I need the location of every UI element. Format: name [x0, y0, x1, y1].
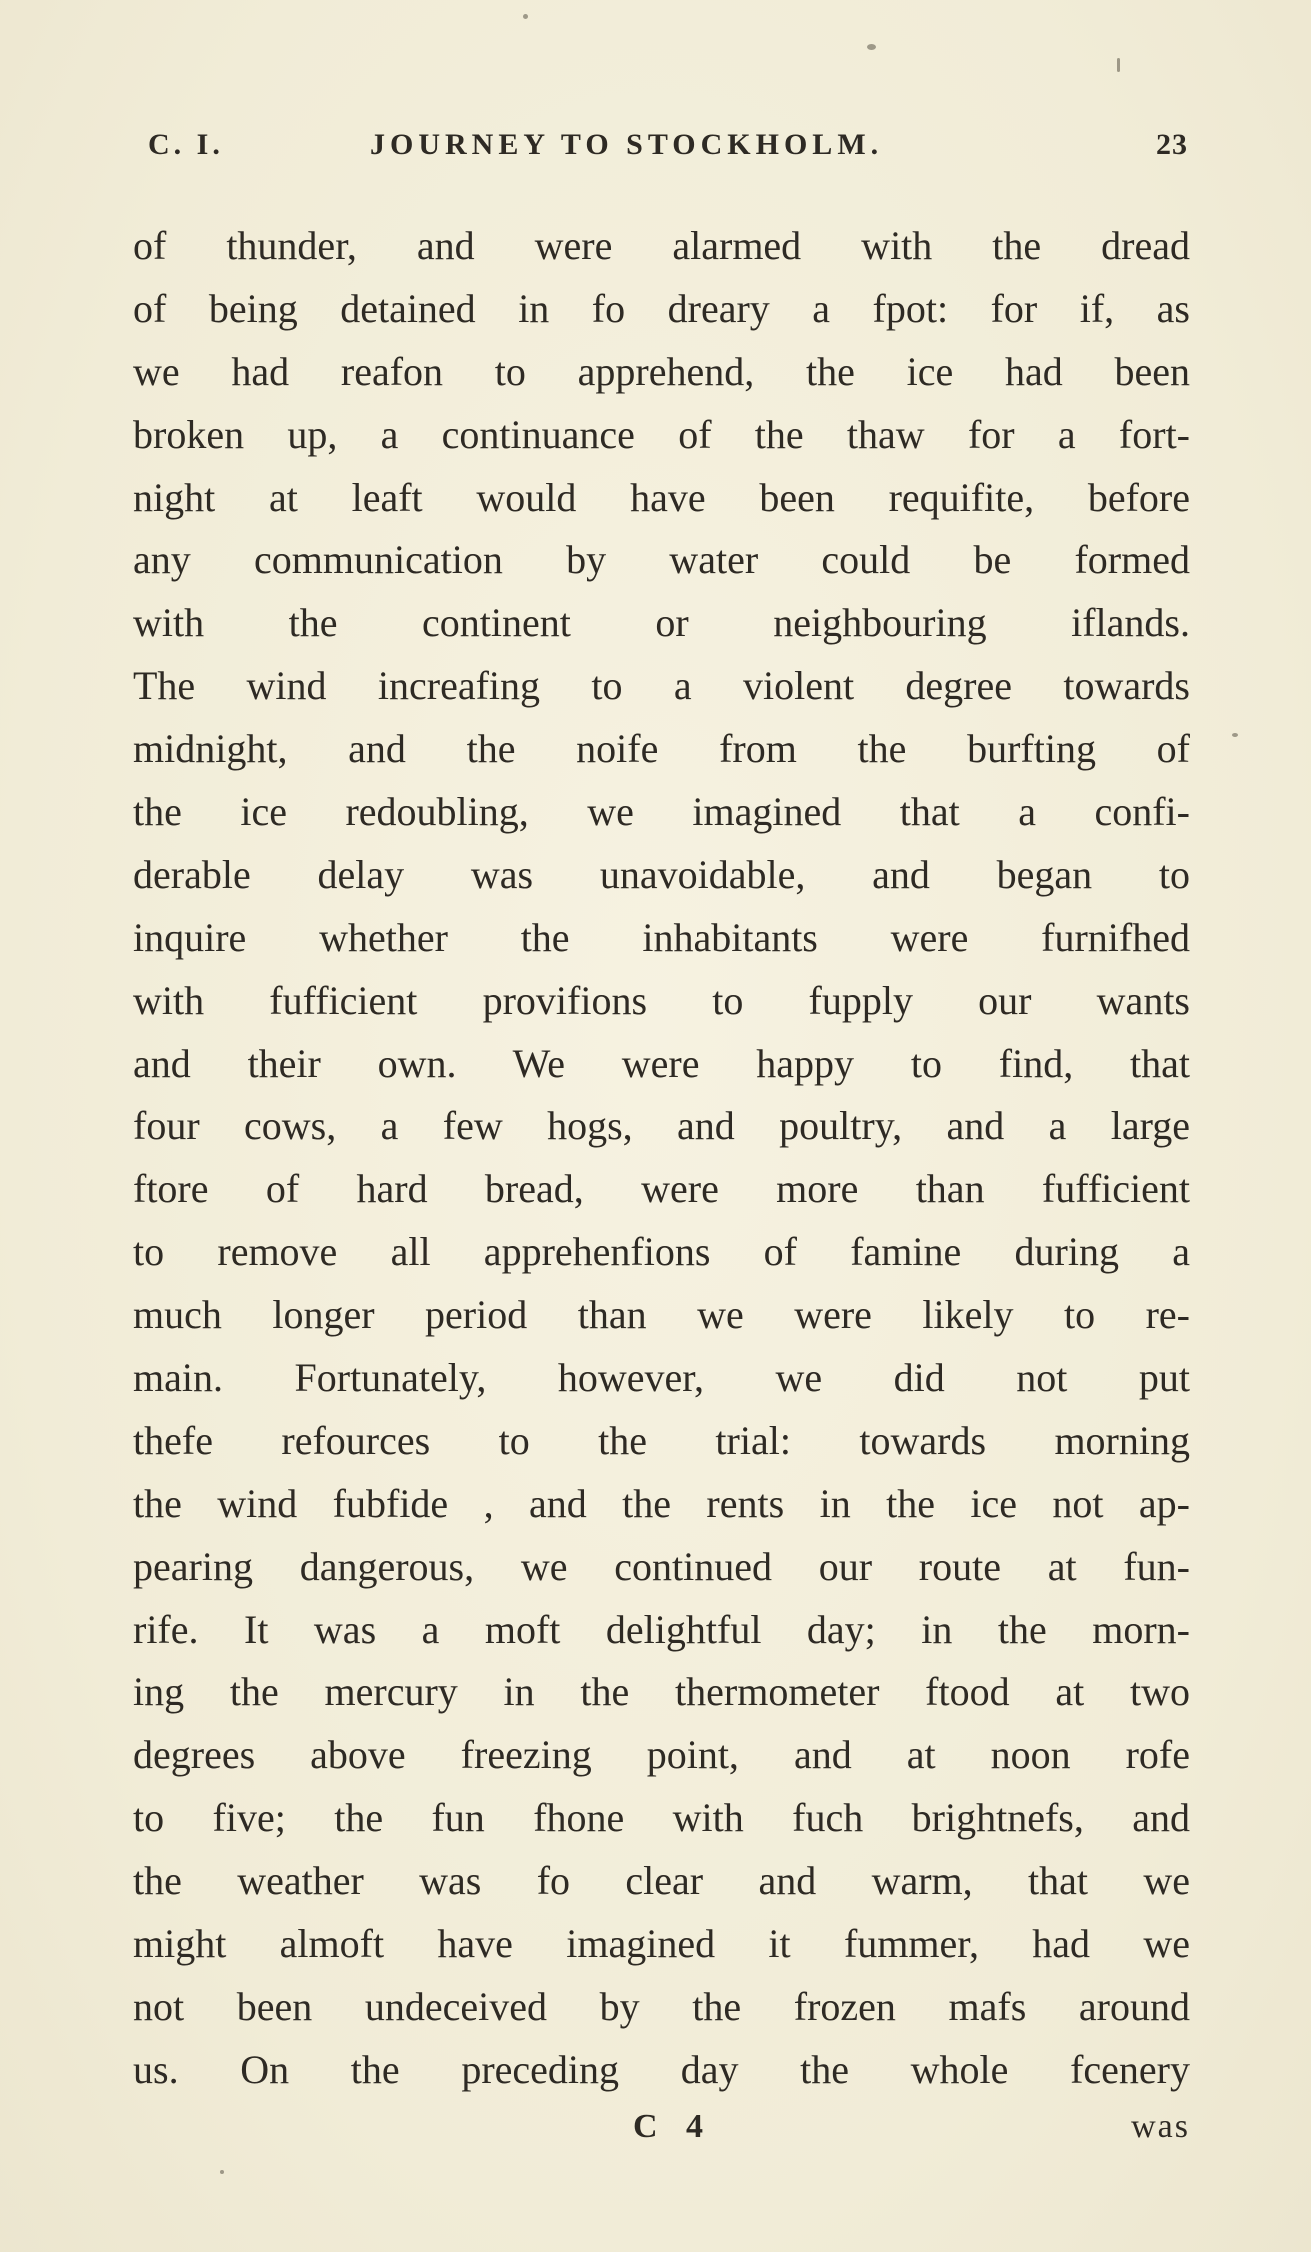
- text-line: of being detained in fo dreary a fpot: for if, as: [133, 285, 1190, 331]
- chapter-marker: C. I.: [148, 128, 224, 161]
- running-title: JOURNEY TO STOCKHOLM.: [370, 128, 884, 161]
- text-line: thefe refources to the trial: towards morning: [133, 1417, 1190, 1463]
- paper-speck: [1117, 58, 1120, 72]
- paper-speck: [867, 44, 876, 50]
- text-line: ftore of hard bread, were more than fufficient: [133, 1166, 1190, 1212]
- text-line: to five; the fun fhone with fuch brightnefs, and: [133, 1795, 1190, 1841]
- signature-mark: C 4: [633, 2108, 714, 2145]
- text-line: ing the mercury in the thermometer ftood at two: [133, 1669, 1190, 1715]
- text-line: rife. It was a moft delightful day; in the morn-: [133, 1606, 1190, 1652]
- text-line: night at leaft would have been requifite, before: [133, 474, 1190, 520]
- text-line: the wind fubfide , and the rents in the ice not ap-: [133, 1480, 1190, 1526]
- text-line: any communication by water could be formed: [133, 537, 1190, 583]
- paper-speck: [220, 2170, 224, 2174]
- text-line: derable delay was unavoidable, and began to: [133, 851, 1190, 897]
- running-header: [148, 128, 1188, 178]
- text-line: much longer period than we were likely to re-: [133, 1292, 1190, 1338]
- text-line: and their own. We were happy to find, that: [133, 1040, 1190, 1086]
- text-line: with the continent or neighbouring iflands.: [133, 600, 1190, 646]
- paper-speck: [523, 14, 528, 19]
- text-line: us. On the preceding day the whole fcenery: [133, 2046, 1190, 2092]
- text-line: inquire whether the inhabitants were furnifhed: [133, 914, 1190, 960]
- text-line: of thunder, and were alarmed with the dread: [133, 223, 1190, 268]
- body-text: [133, 215, 1190, 2102]
- text-line: the weather was fo clear and warm, that we: [133, 1858, 1190, 1904]
- text-line: with fufficient provifions to fupply our wants: [133, 977, 1190, 1023]
- text-line: four cows, a few hogs, and poultry, and a large: [133, 1103, 1190, 1149]
- catchword: was: [1131, 2108, 1190, 2145]
- text-line: broken up, a continuance of the thaw for a fort-: [133, 411, 1190, 457]
- text-line: pearing dangerous, we continued our route at fun-: [133, 1543, 1190, 1589]
- text-line: the ice redoubling, we imagined that a confi-: [133, 789, 1190, 835]
- page-number: 23: [1156, 128, 1188, 161]
- text-line: might almoft have imagined it fummer, had we: [133, 1921, 1190, 1967]
- text-line: not been undeceived by the frozen mafs around: [133, 1983, 1190, 2029]
- text-line: degrees above freezing point, and at noon rofe: [133, 1732, 1190, 1778]
- text-line: we had reafon to apprehend, the ice had been: [133, 348, 1190, 394]
- text-line: The wind increafing to a violent degree towards: [133, 663, 1190, 709]
- text-line: midnight, and the noife from the burfting of: [133, 726, 1190, 772]
- text-line: main. Fortunately, however, we did not put: [133, 1355, 1190, 1401]
- page-footer: [133, 2108, 1190, 2158]
- paper-speck: [1232, 733, 1238, 737]
- text-line: to remove all apprehenfions of famine during a: [133, 1229, 1190, 1275]
